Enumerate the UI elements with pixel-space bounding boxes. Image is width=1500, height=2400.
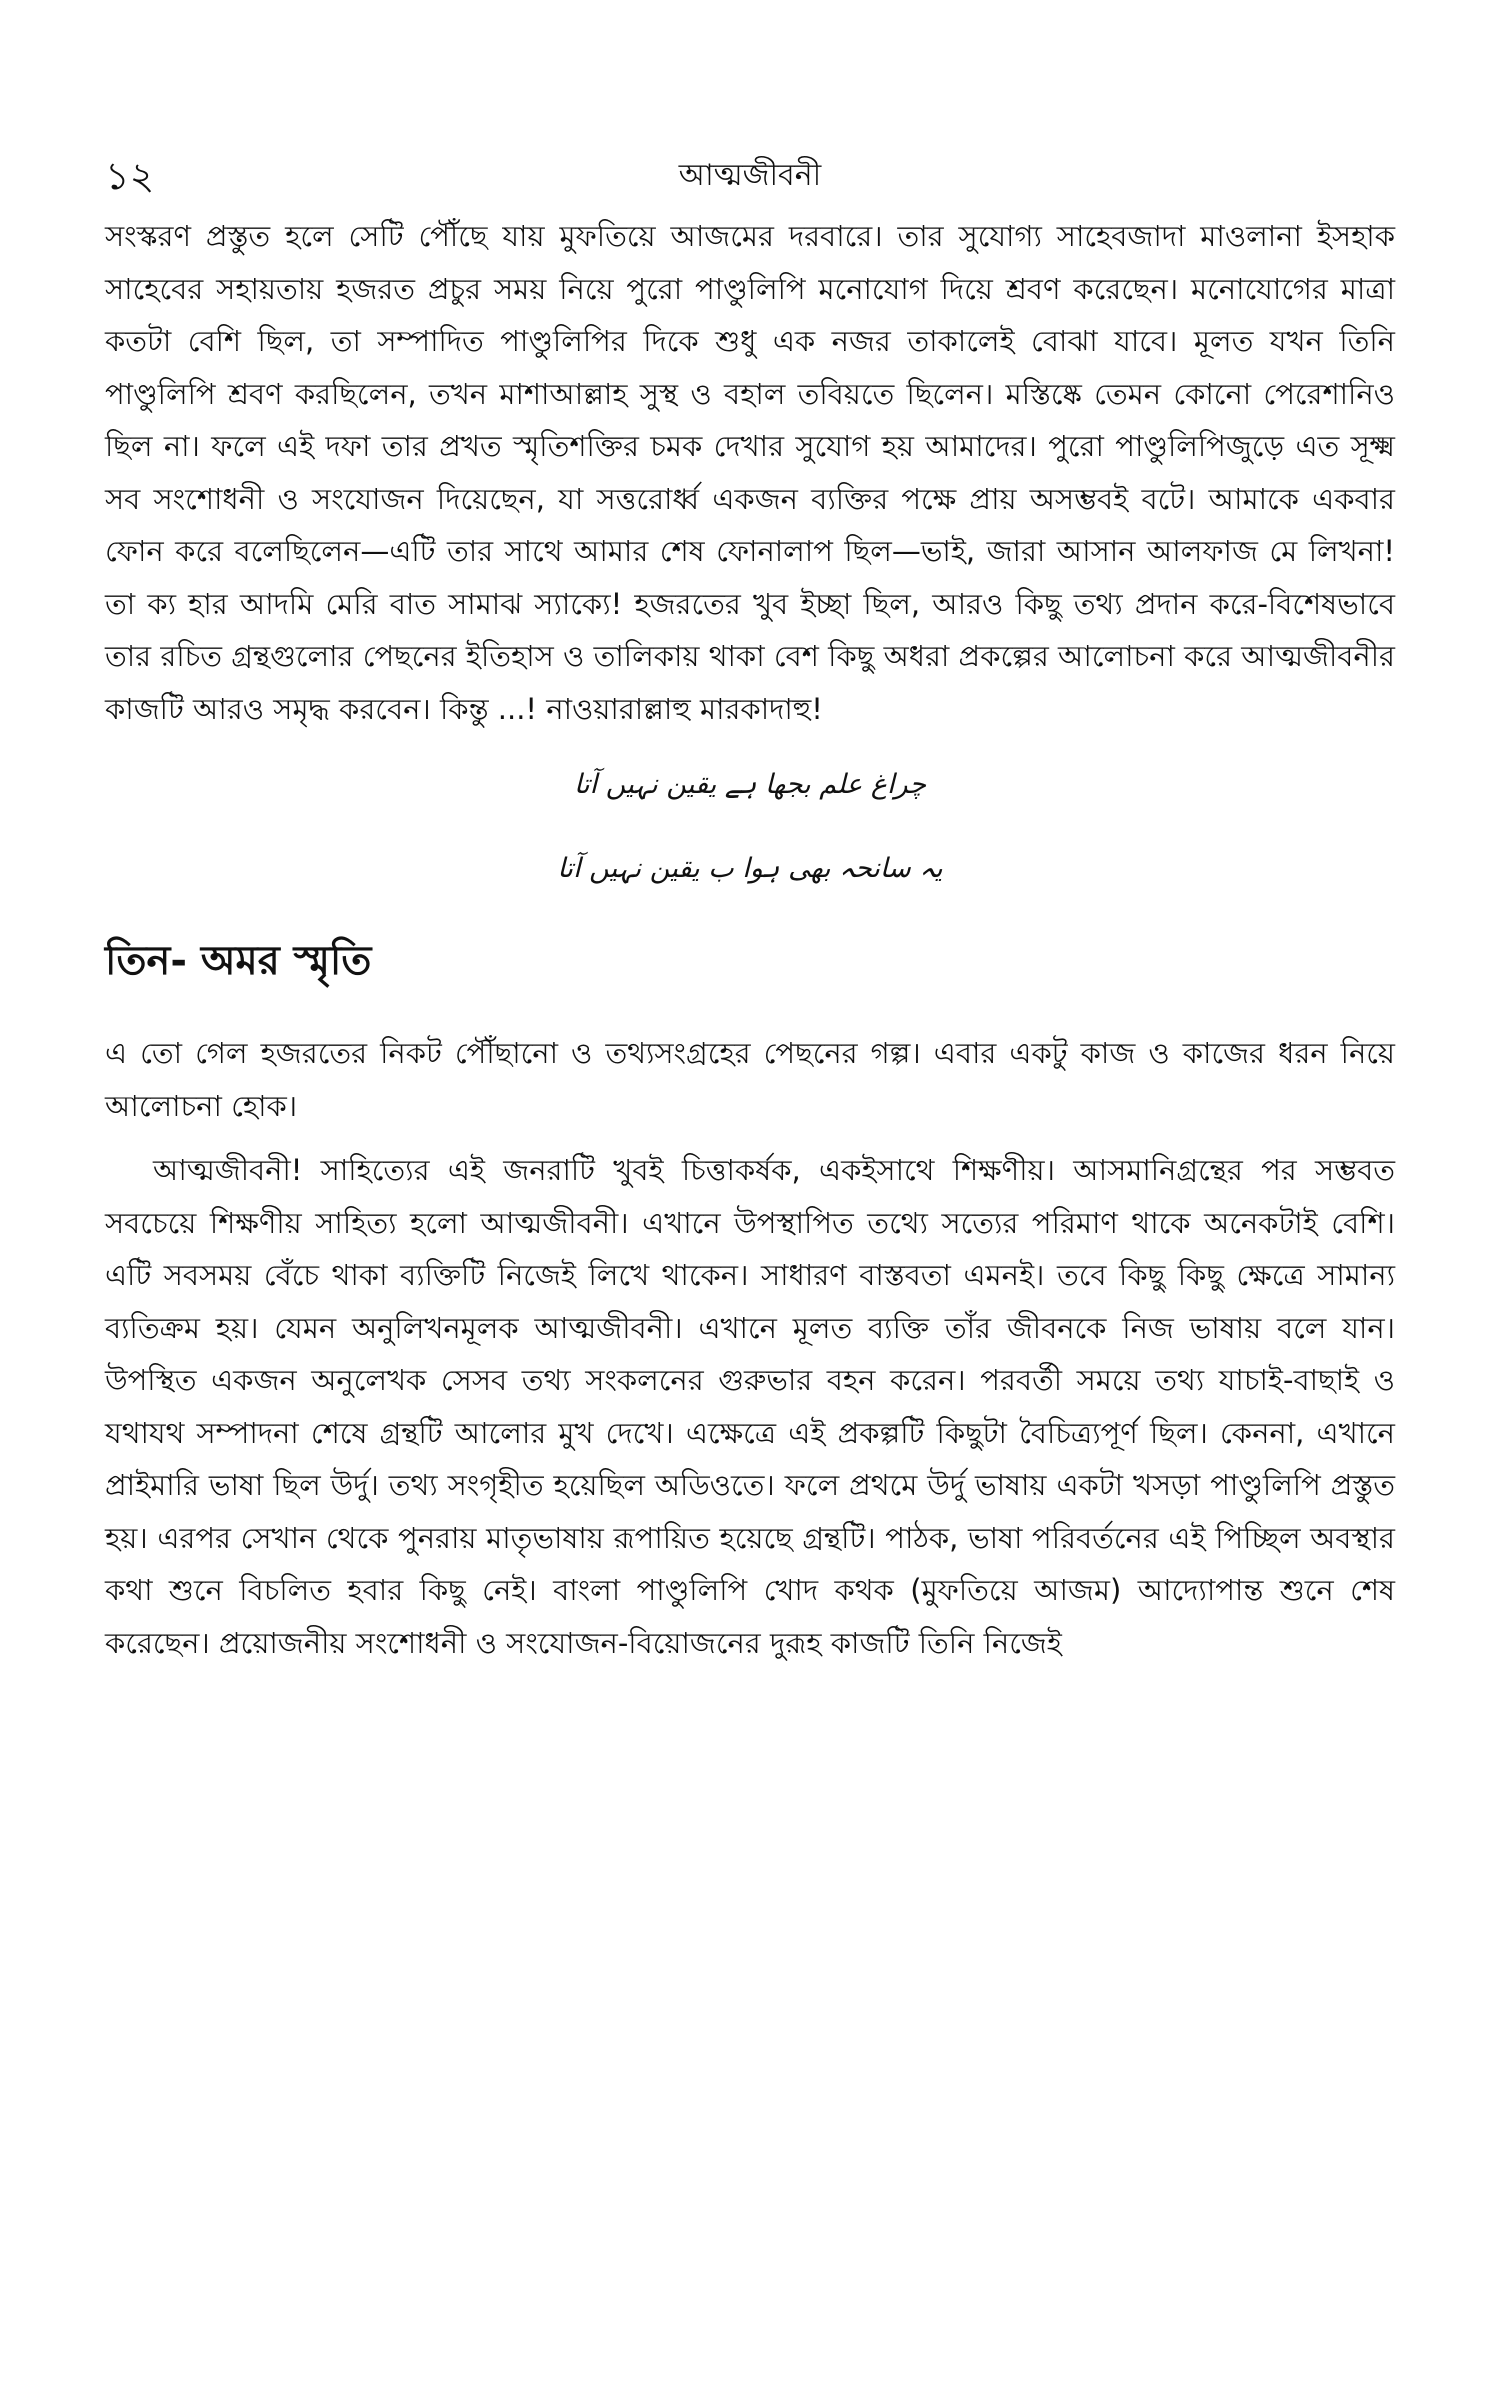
couplet-line-1: چراغ علم بجھا ہے یقین نہیں آتا — [573, 769, 927, 800]
paragraph-2: এ তো গেল হজরতের নিকট পৌঁছানো ও তথ্যসংগ্রহের পেছনের গল্প। এবার একটু কাজ ও কাজের ধরন নিয়ে আলোচনা হোক। — [105, 1036, 1395, 1123]
paragraph-3: আত্মজীবনী! সাহিত্যের এই জনরাটি খুবই চিত্তাকর্ষক, একইসাথে শিক্ষণীয়। আসমানিগ্রন্থের পর সম্ভবত সবচেয়ে শিক্ষণীয় সাহিত্য হলো আত্মজীবনী। এখানে উপস্থাপিত তথ্যে সত্যের পরিমাণ থাকে অনেকটাই বেশি। এটি সবসময় বেঁচে থাকা ব্যক্তিটি নিজেই লিখে থাকেন। সাধারণ বাস্তবতা এমনই। তবে কিছু কিছু ক্ষেত্রে সামান্য ব্যতিক্রম হয়। যেমন অনুলিখনমূলক আত্মজীবনী। এখানে মূলত ব্যক্তি তাঁর জীবনকে নিজ ভাষায় বলে যান। উপস্থিত একজন অনুলেখক সেসব তথ্য সংকলনের গুরুভার বহন করেন। পরবর্তী সময়ে তথ্য যাচাই-বাছাই ও যথাযথ সম্পাদনা শেষে গ্রন্থটি আলোর মুখ দেখে। এক্ষেত্রে এই প্রকল্পটি কিছুটা বৈচিত্র্যপূর্ণ ছিল। কেননা, এখানে প্রাইমারি ভাষা ছিল উর্দু। তথ্য সংগৃহীত হয়েছিল অডিওতে। ফলে প্রথমে উর্দু ভাষায় একটা খসড়া পাণ্ডুলিপি প্রস্তুত হয়। এরপর সেখান থেকে পুনরায় মাতৃভাষায় রূপায়িত হয়েছে গ্রন্থটি। পাঠক, ভাষা পরিবর্তনের এই পিচ্ছিল অবস্থার কথা শুনে বিচলিত হবার কিছু নেই। বাংলা পাণ্ডুলিপি খোদ কথক (মুফতিয়ে আজম) আদ্যোপান্ত শুনে শেষ করেছেন। প্রয়োজনীয় সংশোধনী ও সংযোজন-বিয়োজনের দুরূহ কাজটি তিনি নিজেই — [105, 1153, 1395, 1660]
couplet-line-2: یہ سانحہ بھی ہوا ب یقین نہیں آتا — [557, 853, 943, 884]
page-number: ১২ — [105, 154, 155, 198]
urdu-couplet — [105, 763, 1395, 891]
book-page — [105, 150, 1395, 1669]
section-heading: তিন- অমর স্মৃতি — [105, 938, 372, 984]
running-title: আত্মজীবনী — [678, 158, 822, 193]
page-header — [105, 150, 1395, 210]
paragraph-1: সংস্করণ প্রস্তুত হলে সেটি পৌঁছে যায় মুফতিয়ে আজমের দরবারে। তার সুযোগ্য সাহেবজাদা মাওলানা ইসহাক সাহেবের সহায়তায় হজরত প্রচুর সময় নিয়ে পুরো পাণ্ডুলিপি মনোযোগ দিয়ে শ্রবণ করেছেন। মনোযোগের মাত্রা কতটা বেশি ছিল, তা সম্পাদিত পাণ্ডুলিপির দিকে শুধু এক নজর তাকালেই বোঝা যাবে। মূলত যখন তিনি পাণ্ডুলিপি শ্রবণ করছিলেন, তখন মাশাআল্লাহ সুস্থ ও বহাল তবিয়তে ছিলেন। মস্তিষ্কে তেমন কোনো পেরেশানিও ছিল না। ফলে এই দফা তার প্রখত স্মৃতিশক্তির চমক দেখার সুযোগ হয় আমাদের। পুরো পাণ্ডুলিপিজুড়ে এত সূক্ষ্ম সব সংশোধনী ও সংযোজন দিয়েছেন, যা সত্তরোর্ধ্ব একজন ব্যক্তির পক্ষে প্রায় অসম্ভবই বটে। আমাকে একবার ফোন করে বলেছিলেন—এটি তার সাথে আমার শেষ ফোনালাপ ছিল—ভাই, জারা আসান আলফাজ মে লিখনা! তা ক্য হার আদমি মেরি বাত সামাঝ স্যাক্যে! হজরতের খুব ইচ্ছা ছিল, আরও কিছু তথ্য প্রদান করে-বিশেষভাবে তার রচিত গ্রন্থগুলোর পেছনের ইতিহাস ও তালিকায় থাকা বেশ কিছু অধরা প্রকল্পের আলোচনা করে আত্মজীবনীর কাজটি আরও সমৃদ্ধ করবেন। কিন্তু ...! নাওয়ারাল্লাহু মারকাদাহু! — [105, 219, 1395, 726]
